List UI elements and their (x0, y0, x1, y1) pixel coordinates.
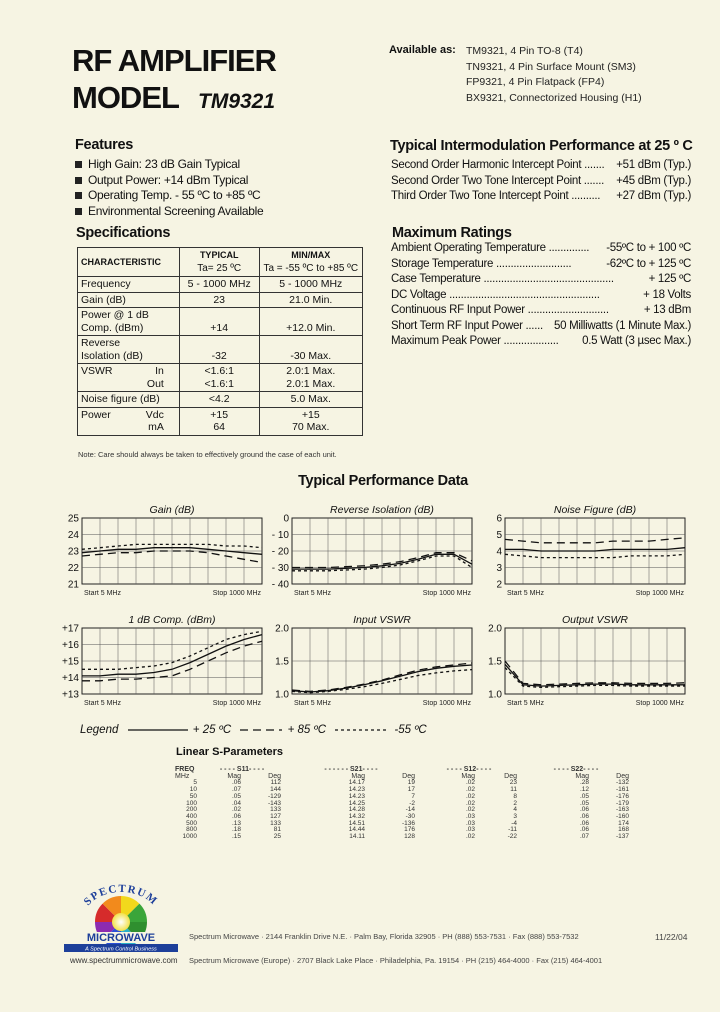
table-row: 50 .05 -129 14.23 7 .02 8 .05 -176 (189, 792, 629, 800)
feature-item: Output Power: +14 dBm Typical (75, 173, 263, 189)
feature-item: High Gain: 23 dB Gain Typical (75, 157, 263, 173)
legend-item: + 85 ºC (287, 724, 326, 736)
y-tick-label: +14 (62, 673, 79, 684)
table-row: 500 .13 133 14.51 -136 .03 -4 .06 174 (186, 819, 629, 827)
table-row: 200 .02 133 14.28 -14 .02 4 .06 -163 (186, 806, 629, 814)
x-stop-label: Stop 1000 MHz (212, 590, 261, 597)
svg-text:MICROWAVE: MICROWAVE (86, 932, 156, 944)
legend-line-dotted (335, 726, 391, 734)
rating-row: Maximum Peak Power ................... 0.5 Watt (3 µsec Max.) (391, 335, 691, 347)
performance-heading: Typical Performance Data (298, 473, 468, 489)
x-start-label: Start 5 MHz (84, 700, 121, 707)
ratings-heading: Maximum Ratings (392, 225, 512, 241)
features-list (75, 157, 263, 219)
table-row: Reverse Isolation (dB) -32 -30 Max. (78, 336, 363, 364)
footer-address-europe: Spectrum Microwave (Europe) · 2707 Black Lake Place · Philadelphia, Pa. 19154 · PH (215) 464-4000 · Fax (215) 464-4001 (189, 956, 603, 965)
feature-item: Environmental Screening Available (75, 204, 263, 220)
title-line2: MODEL (72, 80, 179, 115)
legend-label: Legend (80, 724, 119, 736)
title-line1: RF AMPLIFIER (72, 43, 276, 78)
x-stop-label: Stop 1000 MHz (635, 700, 684, 707)
rating-row: Short Term RF Input Power ...... 50 Milliwatts (1 Minute Max.) (391, 319, 691, 332)
chart-plot (52, 624, 266, 710)
y-tick-label: - 30 (271, 563, 289, 574)
svg-text:A Spectrum Control Business: A Spectrum Control Business (85, 946, 157, 953)
y-tick-label: 6 (496, 514, 502, 525)
x-stop-label: Stop 1000 MHz (635, 590, 684, 597)
table-row: Noise figure (dB) <4.2 5.0 Max. (78, 392, 363, 408)
y-tick-label: 22 (67, 563, 79, 574)
x-start-label: Start 5 MHz (294, 700, 331, 707)
y-tick-label: 1.0 (488, 689, 502, 701)
intermod-row: Third Order Two Tone Intercept Point .......... +27 dBm (Typ.) (391, 190, 691, 202)
legend-line-solid (128, 726, 190, 734)
y-tick-label: - 20 (271, 546, 289, 558)
table-row: 100 .04 -143 14.25 -2 .02 2 .05 -179 (186, 799, 629, 807)
table-row: 10 .07 144 14.23 17 .02 11 .12 -161 (189, 786, 629, 794)
table-row: VSWR In Out <1.6:1 <1.6:1 2.0:1 Max. 2.0:1 Max. (78, 364, 363, 392)
y-tick-label: 2 (496, 579, 502, 591)
y-tick-label: 1.5 (488, 656, 502, 668)
table-row: 5 .06 112 14.17 19 .02 23 .28 -132 (193, 779, 629, 787)
chart-plot (52, 514, 266, 600)
footer-website[interactable]: www.spectrummicrowave.com (70, 956, 178, 965)
features-heading: Features (75, 137, 134, 153)
specifications-heading: Specifications (76, 225, 171, 241)
x-start-label: Start 5 MHz (507, 700, 544, 707)
intermod-list (391, 158, 691, 205)
intermod-heading: Typical Intermodulation Performance at 25 º C (390, 138, 693, 154)
table-row: 1000 .15 25 14.11 128 .02 -22 .07 -137 (182, 833, 629, 841)
y-tick-label: 4 (496, 546, 502, 558)
y-tick-label: 25 (67, 514, 79, 525)
intermod-row: Second Order Harmonic Intercept Point ....... +51 dBm (Typ.) (391, 159, 691, 171)
footer-date: 11/22/04 (655, 932, 688, 942)
legend-line-dashed (240, 726, 284, 734)
y-tick-label: 2.0 (275, 624, 289, 635)
y-tick-label: +17 (62, 624, 79, 635)
spec-col-minmax: MIN/MAX Ta = -55 ºC to +85 ºC (259, 248, 362, 277)
svg-text:SPECTRUM: SPECTRUM (81, 882, 161, 909)
y-tick-label: 1.5 (275, 656, 289, 668)
sparams-heading: Linear S-Parameters (176, 746, 283, 758)
table-row: Power @ 1 dB Comp. (dBm) +14 +12.0 Min. (78, 308, 363, 336)
rating-row: Ambient Operating Temperature .............. -55ºC to + 100 ºC (391, 242, 691, 254)
chart-plot (262, 514, 476, 600)
x-stop-label: Stop 1000 MHz (422, 700, 471, 707)
y-tick-label: 23 (67, 546, 79, 558)
chart-title: Output VSWR (562, 614, 628, 626)
feature-item: Operating Temp. - 55 ºC to +85 ºC (75, 188, 263, 204)
specifications-table (77, 247, 363, 436)
availability-list (466, 44, 642, 106)
chart-plot (262, 624, 476, 710)
availability-item: TM9321, 4 Pin TO-8 (T4) (466, 45, 583, 57)
x-start-label: Start 5 MHz (294, 590, 331, 597)
availability-item: BX9321, Connectorized Housing (H1) (466, 91, 642, 104)
spec-col-characteristic: CHARACTERISTIC (78, 248, 180, 277)
rating-row: Storage Temperature .......................... -62ºC to + 125 ºC (391, 257, 691, 270)
x-stop-label: Stop 1000 MHz (212, 700, 261, 707)
spec-col-typical: TYPICAL Ta= 25 ºC (179, 248, 259, 277)
x-stop-label: Stop 1000 MHz (422, 590, 471, 597)
chart-plot (475, 624, 689, 710)
model-number: TM9321 (198, 90, 276, 113)
table-row: 800 .18 81 14.44 176 .03 -11 .06 168 (186, 826, 629, 834)
availability-label: Available as: (389, 44, 456, 56)
legend (80, 724, 427, 736)
table-row: Frequency 5 - 1000 MHz 5 - 1000 MHz (78, 277, 363, 293)
x-start-label: Start 5 MHz (84, 590, 121, 597)
y-tick-label: 3 (496, 563, 502, 574)
table-row: Power Vdc mA +15 64 +15 70 Max. (78, 407, 363, 435)
rating-row: Continuous RF Input Power ............................ + 13 dBm (391, 304, 691, 316)
chart-title: Reverse Isolation (dB) (330, 504, 434, 516)
availability-item: TN9321, 4 Pin Surface Mount (SM3) (466, 60, 636, 73)
chart-title: Gain (dB) (149, 504, 195, 516)
intermod-row: Second Order Two Tone Intercept Point ....... +45 dBm (Typ.) (391, 174, 691, 187)
y-tick-label: +13 (62, 689, 79, 701)
chart-title: Noise Figure (dB) (553, 504, 637, 516)
y-tick-label: +16 (62, 640, 79, 651)
y-tick-label: 24 (67, 530, 79, 541)
chart-title: Input VSWR (353, 614, 411, 626)
legend-item: + 25 ºC (192, 724, 232, 736)
y-tick-label: 0 (283, 514, 289, 525)
legend-item: -55 ºC (394, 724, 427, 736)
chart-title: 1 dB Comp. (dBm) (128, 614, 216, 626)
footer-address-us: Spectrum Microwave · 2144 Franklin Drive N.E. · Palm Bay, Florida 32905 · PH (888) 553-7531 · Fax (888) 553-7532 (189, 932, 579, 941)
table-row: Gain (dB) 23 21.0 Min. (78, 292, 363, 308)
y-tick-label: 5 (496, 530, 502, 541)
y-tick-label: +15 (62, 656, 79, 668)
table-row: 400 .06 127 14.32 -30 .03 3 .06 -160 (186, 812, 629, 820)
chart-plot (475, 514, 689, 600)
rating-row: Case Temperature ............................................. + 125 ºC (391, 273, 691, 285)
y-tick-label: 21 (67, 579, 79, 591)
availability-item: FP9321, 4 Pin Flatpack (FP4) (466, 76, 605, 88)
y-tick-label: 2.0 (488, 624, 502, 635)
spectrum-microwave-logo (62, 882, 180, 954)
y-tick-label: - 10 (271, 530, 289, 541)
y-tick-label: 1.0 (275, 689, 289, 701)
ratings-list (391, 241, 691, 350)
spec-note: Note: Care should always be taken to effectively ground the case of each unit. (78, 450, 337, 459)
sparams-table: FREQ - - - - S11- - - - - - - - - - S21- - - - - - - - S12- - - - - - - - S22- - - - MHz Mag Deg Mag Deg Mag Deg Mag Deg 5 .06 112 14.17 19 .02 23 .28 -132 10 .07 144 14.23 17 .02 11 .12 -161 50 .05 -129 14.23 7 .02 8 .05 -176 100 .04 -143 14.25 -2 .02 2 .05 -179 200 .02 133 14.28 -14 .02 4 .06 -163 400 .06 127 14.32 -30 .03 3 .06 -160 500 .13 133 14.51 -136 .03 -4 .06 174 800 .18 81 14.44 176 .03 -11 .06 168 1000 .15 25 14.11 128 .02 -22 .07 -137 (172, 767, 632, 841)
rating-row: DC Voltage .................................................... + 18 Volts (391, 288, 691, 301)
y-tick-label: - 40 (271, 579, 289, 591)
x-start-label: Start 5 MHz (507, 590, 544, 597)
